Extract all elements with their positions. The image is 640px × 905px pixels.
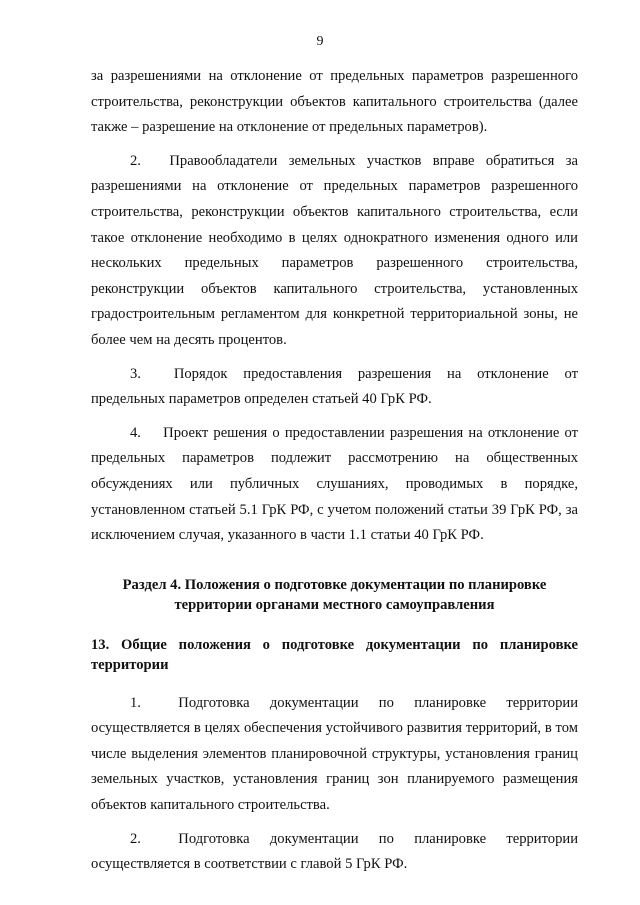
item-number: 2. xyxy=(130,152,141,169)
document-body xyxy=(91,64,578,886)
item-text: Проект решения о предоставлении разрешения на отклонение от предельных параметров подлежит рассмотрению на общественных обсуждениях или публичных слушаниях, проводимых в порядке, установленном статьей 5.1 ГрК РФ, с учетом положений статьи 39 ГрК РФ, за исключением случая, указанного в части 1.1 статьи 40 ГрК РФ. xyxy=(91,424,579,544)
section-heading-line: Раздел 4. Положения о подготовке документации по планировке xyxy=(122,576,547,593)
item-text: Подготовка документации по планировке территории осуществляется в целях обеспечения устойчивого развития территорий, в том числе выделения элементов планировочной структуры, установления границ земельных участков, установления границ зон планируемого размещения объектов капитального строительства. xyxy=(91,694,578,814)
item-text: Правообладатели земельных участков вправе обратиться за разрешениями на отклонение от предельных параметров разрешенного строительства, реконструкции объектов капитального строительства, если такое отклонение необходимо в целях однократного изменения одного или нескольких предельных параметров разрешенного строительства, реконструкции объектов капитального строительства, установленных градостроительным регламентом для конкретной территориальной зоны, не более чем на десять процентов. xyxy=(91,152,578,348)
item-number: 4. xyxy=(130,424,141,441)
list-item xyxy=(91,421,578,549)
item-number: 3. xyxy=(130,365,141,382)
item-number: 2. xyxy=(130,830,141,847)
list-item xyxy=(91,149,578,354)
intro-paragraph: за разрешениями на отклонение от предельных параметров разрешенного строительства, реконструкции объектов капитального строительства (далее также – разрешение на отклонение от предельных параметров). xyxy=(91,68,578,136)
list-item xyxy=(91,691,578,819)
list-item xyxy=(91,827,578,878)
page-number: 9 xyxy=(316,34,324,49)
section-heading-line: территории органами местного самоуправления xyxy=(174,596,495,613)
list-item xyxy=(91,362,578,413)
section-heading xyxy=(91,575,578,615)
item-text: Подготовка документации по планировке территории осуществляется в соответствии с главой 5 ГрК РФ. xyxy=(91,830,578,873)
item-text: Порядок предоставления разрешения на отклонение от предельных параметров определен статьей 40 ГрК РФ. xyxy=(91,365,578,408)
article-heading: 13. Общие положения о подготовке документации по планировке территории xyxy=(91,636,578,673)
item-number: 1. xyxy=(130,694,141,711)
